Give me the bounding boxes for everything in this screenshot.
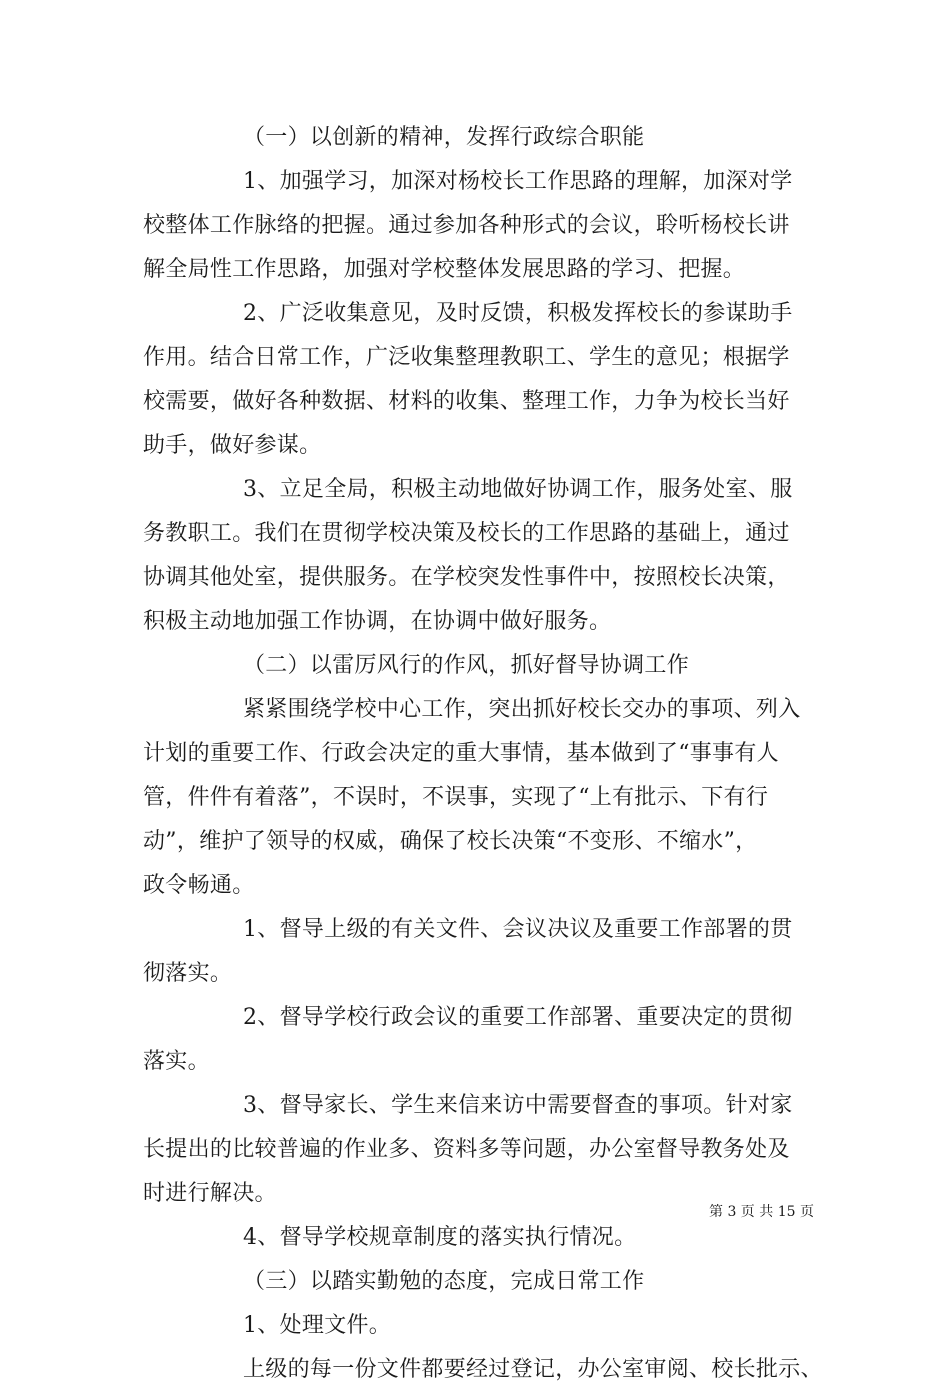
paragraph-line: 2、广泛收集意见，及时反馈，积极发挥校长的参谋助手: [243, 301, 793, 326]
section-heading-2: （二）以雷厉风行的作风，抓好督导协调工作: [243, 653, 690, 678]
paragraph-line: 长提出的比较普遍的作业多、资料多等问题，办公室督导教务处及: [143, 1137, 790, 1162]
paragraph-line: 紧紧围绕学校中心工作，突出抓好校长交办的事项、列入: [243, 697, 801, 722]
paragraph-line: 管，件件有着落”，不误时，不误事，实现了“上有批示、下有行: [143, 785, 769, 810]
paragraph-line: 1、处理文件。: [243, 1313, 392, 1338]
paragraph-line: 校需要，做好各种数据、材料的收集、整理工作，力争为校长当好: [143, 389, 790, 414]
paragraph-line: 1、加强学习，加深对杨校长工作思路的理解，加深对学: [243, 169, 793, 194]
paragraph-line: 协调其他处室，提供服务。在学校突发性事件中，按照校长决策，: [143, 565, 790, 590]
paragraph-line: 计划的重要工作、行政会决定的重大事情，基本做到了“事事有人: [143, 741, 779, 766]
section-heading-3: （三）以踏实勤勉的态度，完成日常工作: [243, 1269, 645, 1294]
paragraph-line: 3、督导家长、学生来信来访中需要督查的事项。针对家: [243, 1093, 793, 1118]
paragraph-line: 作用。结合日常工作，广泛收集整理教职工、学生的意见；根据学: [143, 345, 790, 370]
paragraph-line: 动”，维护了领导的权威，确保了校长决策“不变形、不缩水”，: [143, 829, 758, 854]
paragraph-line: 1、督导上级的有关文件、会议决议及重要工作部署的贯: [243, 917, 793, 942]
paragraph-line: 2、督导学校行政会议的重要工作部署、重要决定的贯彻: [243, 1005, 793, 1030]
section-heading-1: （一）以创新的精神，发挥行政综合职能: [243, 125, 645, 150]
paragraph-line: 上级的每一份文件都要经过登记，办公室审阅、校长批示、: [243, 1357, 823, 1382]
paragraph-line: 积极主动地加强工作协调，在协调中做好服务。: [143, 609, 612, 634]
paragraph-line: 时进行解决。: [143, 1181, 277, 1206]
page-number-footer: 第 3 页 共 15 页: [709, 1204, 814, 1220]
paragraph-line: 落实。: [143, 1049, 210, 1074]
document-body: [143, 116, 823, 1392]
paragraph-line: 彻落实。: [143, 961, 233, 986]
paragraph-line: 助手，做好参谋。: [143, 433, 322, 458]
paragraph-line: 政令畅通。: [143, 873, 255, 898]
paragraph-line: 解全局性工作思路，加强对学校整体发展思路的学习、把握。: [143, 257, 746, 282]
paragraph-line: 校整体工作脉络的把握。通过参加各种形式的会议，聆听杨校长讲: [143, 213, 790, 238]
paragraph-line: 4、督导学校规章制度的落实执行情况。: [243, 1225, 637, 1250]
paragraph-line: 3、立足全局，积极主动地做好协调工作，服务处室、服: [243, 477, 793, 502]
paragraph-line: 务教职工。我们在贯彻学校决策及校长的工作思路的基础上，通过: [143, 521, 790, 546]
